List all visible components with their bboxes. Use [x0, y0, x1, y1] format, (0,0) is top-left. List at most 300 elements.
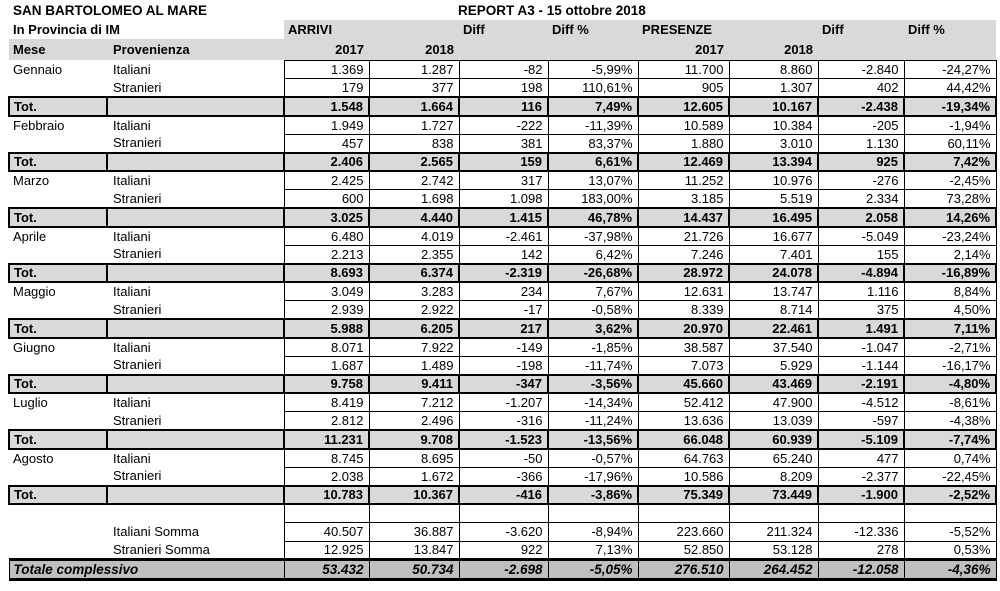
provenance-label-stranieri: Stranieri — [113, 468, 162, 484]
cell-tot-arrivi-2017: 9.758 — [284, 375, 369, 394]
cell-italiani-presenze-2017: 64.763 — [638, 449, 729, 468]
cell-italiani-arrivi-2017: 1.949 — [284, 116, 369, 135]
cell-tot-presenze-diffpct: -7,74% — [904, 430, 996, 449]
cell-italiani-arrivi-2018: 7.922 — [369, 338, 459, 357]
cell-italiani-arrivi-2018: 1.287 — [369, 60, 459, 79]
cell-stranieri-arrivi-diffpct: -0,58% — [548, 301, 638, 320]
cell-tot-arrivi-diffpct: 3,62% — [548, 319, 638, 338]
cell-tot-arrivi-diff: 159 — [459, 153, 548, 172]
header-empty-cell — [459, 39, 548, 60]
cell-tot-arrivi-2017: 11.231 — [284, 430, 369, 449]
tot-label: Tot. — [9, 264, 107, 283]
presenze-group-header: PRESENZE — [638, 20, 818, 39]
provenance-label-stranieri: Stranieri — [113, 135, 162, 151]
cell-stranieri-presenze-2018: 8.209 — [729, 467, 818, 486]
cell-italiani-arrivi-2018: 8.695 — [369, 449, 459, 468]
arrivi-group-header: ARRIVI — [284, 20, 459, 39]
month-label: Gennaio — [13, 61, 63, 77]
cell-stranieri-presenze-diffpct: 2,14% — [904, 245, 996, 264]
cell-totale-presenze-2018: 264.452 — [729, 560, 818, 580]
cell-italiani-arrivi-diffpct: -5,99% — [548, 60, 638, 79]
cell-tot-arrivi-diff: -416 — [459, 486, 548, 505]
cell-stranieri-presenze-diffpct: 44,42% — [904, 79, 996, 98]
cell-italiani-arrivi-diff: -82 — [459, 60, 548, 79]
cell-tot-presenze-diffpct: -4,80% — [904, 375, 996, 394]
cell-stranieri-arrivi-2018: 2.922 — [369, 301, 459, 320]
tot-empty-cell — [107, 208, 284, 227]
cell-tot-arrivi-diff: -2.319 — [459, 264, 548, 283]
cell-stranieri-arrivi-diff: -366 — [459, 467, 548, 486]
cell-italiani-presenze-2018: 13.747 — [729, 282, 818, 301]
cell-italiani-presenze-diff: -205 — [818, 116, 904, 135]
cell-stranieri-somma-arrivi-2018: 13.847 — [369, 541, 459, 560]
cell-stranieri-arrivi-diff: 142 — [459, 245, 548, 264]
cell-stranieri-presenze-diff: 155 — [818, 245, 904, 264]
cell-stranieri-presenze-diffpct: 4,50% — [904, 301, 996, 320]
cell-tot-presenze-2018: 24.078 — [729, 264, 818, 283]
month-label: Agosto — [13, 450, 54, 466]
cell-stranieri-arrivi-diffpct: 183,00% — [548, 190, 638, 209]
provenance-label-stranieri: Stranieri — [113, 79, 162, 95]
cell-stranieri-presenze-diff: 2.334 — [818, 190, 904, 209]
arrivi-diff-header: Diff — [459, 20, 548, 39]
provenance-label-stranieri: Stranieri — [113, 190, 162, 206]
cell-italiani-arrivi-2017: 8.071 — [284, 338, 369, 357]
cell-italiani-presenze-diffpct: -23,24% — [904, 227, 996, 246]
cell-italiani-somma-presenze-diffpct: -5,52% — [904, 523, 996, 542]
cell-tot-presenze-2017: 20.970 — [638, 319, 729, 338]
cell-stranieri-arrivi-diffpct: -17,96% — [548, 467, 638, 486]
cell-italiani-presenze-diff: -2.840 — [818, 60, 904, 79]
tot-label: Tot. — [9, 208, 107, 227]
cell-stranieri-somma-presenze-diffpct: 0,53% — [904, 541, 996, 560]
cell-italiani-arrivi-2018: 7.212 — [369, 393, 459, 412]
cell-tot-presenze-diff: 2.058 — [818, 208, 904, 227]
provenance-label-italiani: Italiani — [113, 228, 151, 244]
cell-stranieri-somma-presenze-2018: 53.128 — [729, 541, 818, 560]
cell-italiani-somma-arrivi-diff: -3.620 — [459, 523, 548, 542]
header-empty-cell — [904, 39, 996, 60]
cell-stranieri-arrivi-2017: 2.939 — [284, 301, 369, 320]
cell-stranieri-presenze-2018: 5.519 — [729, 190, 818, 209]
cell-italiani-arrivi-diffpct: -14,34% — [548, 393, 638, 412]
cell-tot-presenze-diff: 925 — [818, 153, 904, 172]
cell-italiani-arrivi-diffpct: 13,07% — [548, 171, 638, 190]
cell-italiani-presenze-diffpct: -24,27% — [904, 60, 996, 79]
cell-tot-arrivi-2018: 2.565 — [369, 153, 459, 172]
cell-stranieri-somma-arrivi-2017: 12.925 — [284, 541, 369, 560]
report-province-subtitle: In Provincia di IM — [13, 22, 120, 37]
cell-italiani-arrivi-diff: -222 — [459, 116, 548, 135]
report-table — [8, 1, 997, 581]
arrivi-diffpct-header: Diff % — [548, 20, 638, 39]
cell-italiani-presenze-2018: 47.900 — [729, 393, 818, 412]
cell-stranieri-arrivi-diff: -17 — [459, 301, 548, 320]
cell-italiani-presenze-2018: 8.860 — [729, 60, 818, 79]
presenze-diff-header: Diff — [818, 20, 904, 39]
italiani-somma-label: Italiani Somma — [113, 524, 199, 540]
tot-empty-cell — [107, 486, 284, 505]
cell-italiani-somma-presenze-2017: 223.660 — [638, 523, 729, 542]
cell-stranieri-presenze-2018: 8.714 — [729, 301, 818, 320]
empty-value-cell-presenze-diff — [818, 504, 904, 523]
cell-tot-arrivi-2018: 4.440 — [369, 208, 459, 227]
presenze-2018-column-header: 2018 — [729, 39, 818, 60]
cell-italiani-presenze-diff: -4.512 — [818, 393, 904, 412]
provenance-label-italiani: Italiani — [113, 61, 151, 77]
cell-italiani-presenze-2018: 10.384 — [729, 116, 818, 135]
cell-stranieri-arrivi-2018: 2.496 — [369, 412, 459, 431]
cell-italiani-presenze-diff: 477 — [818, 449, 904, 468]
cell-stranieri-presenze-2018: 5.929 — [729, 356, 818, 375]
cell-italiani-presenze-2018: 10.976 — [729, 171, 818, 190]
provenance-label-stranieri: Stranieri — [113, 412, 162, 428]
month-label-empty — [9, 134, 107, 153]
summary-empty-cell — [9, 541, 107, 560]
cell-tot-arrivi-2017: 8.693 — [284, 264, 369, 283]
cell-tot-arrivi-diff: -1.523 — [459, 430, 548, 449]
cell-stranieri-arrivi-diff: 198 — [459, 79, 548, 98]
month-label: Febbraio — [13, 117, 65, 133]
header-empty-cell — [818, 39, 904, 60]
cell-stranieri-arrivi-2017: 600 — [284, 190, 369, 209]
presenze-diffpct-header: Diff % — [904, 20, 996, 39]
cell-tot-arrivi-2017: 2.406 — [284, 153, 369, 172]
cell-totale-arrivi-2018: 50.734 — [369, 560, 459, 580]
header-empty-cell — [548, 39, 638, 60]
cell-stranieri-arrivi-diff: -198 — [459, 356, 548, 375]
month-label-empty — [9, 467, 107, 486]
cell-tot-arrivi-2018: 9.411 — [369, 375, 459, 394]
cell-italiani-presenze-diff: -276 — [818, 171, 904, 190]
cell-stranieri-presenze-diffpct: 60,11% — [904, 134, 996, 153]
cell-tot-presenze-diff: -5.109 — [818, 430, 904, 449]
cell-italiani-somma-arrivi-diffpct: -8,94% — [548, 523, 638, 542]
cell-stranieri-presenze-2018: 3.010 — [729, 134, 818, 153]
cell-tot-presenze-diffpct: -2,52% — [904, 486, 996, 505]
tot-empty-cell — [107, 319, 284, 338]
provenance-label-stranieri: Stranieri — [113, 301, 162, 317]
cell-italiani-presenze-2017: 21.726 — [638, 227, 729, 246]
month-label-empty — [9, 190, 107, 209]
cell-stranieri-arrivi-2018: 377 — [369, 79, 459, 98]
cell-stranieri-presenze-2017: 3.185 — [638, 190, 729, 209]
cell-stranieri-presenze-2017: 7.073 — [638, 356, 729, 375]
cell-tot-presenze-2018: 13.394 — [729, 153, 818, 172]
cell-italiani-presenze-2017: 38.587 — [638, 338, 729, 357]
tot-label: Tot. — [9, 97, 107, 116]
month-label: Luglio — [13, 395, 48, 411]
cell-italiani-arrivi-2018: 2.742 — [369, 171, 459, 190]
cell-stranieri-presenze-2017: 13.636 — [638, 412, 729, 431]
cell-tot-presenze-2018: 10.167 — [729, 97, 818, 116]
cell-stranieri-arrivi-2017: 2.213 — [284, 245, 369, 264]
spacer-cell — [9, 504, 107, 523]
cell-tot-arrivi-diffpct: 6,61% — [548, 153, 638, 172]
cell-stranieri-presenze-diffpct: -22,45% — [904, 467, 996, 486]
cell-italiani-arrivi-2017: 3.049 — [284, 282, 369, 301]
empty-value-cell-presenze-2018 — [729, 504, 818, 523]
summary-empty-cell — [9, 523, 107, 542]
cell-tot-presenze-2017: 28.972 — [638, 264, 729, 283]
cell-tot-presenze-diff: -2.438 — [818, 97, 904, 116]
cell-stranieri-arrivi-diffpct: 110,61% — [548, 79, 638, 98]
cell-tot-presenze-2018: 16.495 — [729, 208, 818, 227]
month-label-empty — [9, 245, 107, 264]
cell-tot-arrivi-2018: 1.664 — [369, 97, 459, 116]
cell-tot-presenze-diffpct: 7,42% — [904, 153, 996, 172]
cell-italiani-presenze-2017: 11.700 — [638, 60, 729, 79]
report-title: REPORT A3 - 15 ottobre 2018 — [458, 3, 646, 18]
cell-stranieri-presenze-diffpct: -4,38% — [904, 412, 996, 431]
cell-stranieri-arrivi-2017: 2.038 — [284, 467, 369, 486]
cell-tot-arrivi-diffpct: -13,56% — [548, 430, 638, 449]
cell-stranieri-presenze-2017: 905 — [638, 79, 729, 98]
cell-tot-presenze-diffpct: -19,34% — [904, 97, 996, 116]
spacer-cell — [107, 504, 284, 523]
cell-italiani-arrivi-diff: -1.207 — [459, 393, 548, 412]
cell-tot-presenze-2017: 45.660 — [638, 375, 729, 394]
cell-tot-arrivi-2017: 1.548 — [284, 97, 369, 116]
provenance-label-stranieri: Stranieri — [113, 357, 162, 373]
cell-tot-arrivi-diffpct: -26,68% — [548, 264, 638, 283]
cell-totale-arrivi-2017: 53.432 — [284, 560, 369, 580]
provenance-label-italiani: Italiani — [113, 117, 151, 133]
tot-empty-cell — [107, 97, 284, 116]
empty-value-cell-presenze-2017 — [638, 504, 729, 523]
cell-tot-arrivi-2017: 3.025 — [284, 208, 369, 227]
provenance-label-italiani: Italiani — [113, 173, 151, 189]
cell-italiani-arrivi-2017: 8.745 — [284, 449, 369, 468]
cell-italiani-arrivi-2017: 6.480 — [284, 227, 369, 246]
cell-stranieri-presenze-diff: 375 — [818, 301, 904, 320]
provenance-label-stranieri: Stranieri — [113, 246, 162, 262]
cell-tot-arrivi-diffpct: -3,56% — [548, 375, 638, 394]
cell-stranieri-presenze-diffpct: -16,17% — [904, 356, 996, 375]
cell-italiani-arrivi-diff: -50 — [459, 449, 548, 468]
cell-italiani-arrivi-diffpct: -37,98% — [548, 227, 638, 246]
cell-italiani-presenze-2018: 37.540 — [729, 338, 818, 357]
cell-tot-presenze-2017: 66.048 — [638, 430, 729, 449]
report-location-title: SAN BARTOLOMEO AL MARE — [13, 3, 208, 18]
cell-stranieri-arrivi-2018: 1.698 — [369, 190, 459, 209]
cell-italiani-arrivi-2018: 3.283 — [369, 282, 459, 301]
cell-stranieri-presenze-2017: 10.586 — [638, 467, 729, 486]
cell-italiani-presenze-2017: 52.412 — [638, 393, 729, 412]
tot-label: Tot. — [9, 153, 107, 172]
presenze-2017-column-header: 2017 — [638, 39, 729, 60]
cell-italiani-arrivi-diff: 234 — [459, 282, 548, 301]
cell-stranieri-arrivi-2018: 1.489 — [369, 356, 459, 375]
report-table-body — [9, 60, 996, 580]
cell-stranieri-arrivi-diffpct: -11,74% — [548, 356, 638, 375]
cell-stranieri-presenze-diff: -597 — [818, 412, 904, 431]
cell-italiani-somma-presenze-2018: 211.324 — [729, 523, 818, 542]
cell-tot-presenze-2017: 12.605 — [638, 97, 729, 116]
cell-stranieri-arrivi-2017: 1.687 — [284, 356, 369, 375]
cell-italiani-arrivi-diff: -2.461 — [459, 227, 548, 246]
cell-stranieri-arrivi-2018: 1.672 — [369, 467, 459, 486]
cell-italiani-presenze-diff: -1.047 — [818, 338, 904, 357]
cell-stranieri-presenze-diff: -1.144 — [818, 356, 904, 375]
cell-stranieri-arrivi-diff: -316 — [459, 412, 548, 431]
cell-tot-arrivi-diff: -347 — [459, 375, 548, 394]
cell-italiani-arrivi-diffpct: -0,57% — [548, 449, 638, 468]
cell-stranieri-somma-presenze-diff: 278 — [818, 541, 904, 560]
month-label-empty — [9, 79, 107, 98]
cell-italiani-presenze-2017: 12.631 — [638, 282, 729, 301]
cell-italiani-arrivi-diffpct: -11,39% — [548, 116, 638, 135]
cell-tot-presenze-diff: -1.900 — [818, 486, 904, 505]
cell-stranieri-somma-arrivi-diff: 922 — [459, 541, 548, 560]
cell-tot-presenze-2017: 14.437 — [638, 208, 729, 227]
month-label-empty — [9, 301, 107, 320]
tot-label: Tot. — [9, 430, 107, 449]
cell-tot-arrivi-diffpct: -3,86% — [548, 486, 638, 505]
cell-italiani-arrivi-diff: -149 — [459, 338, 548, 357]
cell-italiani-presenze-diff: -5.049 — [818, 227, 904, 246]
month-label-empty — [9, 412, 107, 431]
cell-tot-presenze-2017: 75.349 — [638, 486, 729, 505]
tot-label: Tot. — [9, 375, 107, 394]
cell-stranieri-presenze-2017: 8.339 — [638, 301, 729, 320]
cell-italiani-arrivi-diffpct: -1,85% — [548, 338, 638, 357]
provenance-label-italiani: Italiani — [113, 339, 151, 355]
provenienza-column-header: Provenienza — [107, 39, 284, 60]
totale-complessivo-label: Totale complessivo — [9, 560, 284, 580]
cell-italiani-arrivi-diff: 317 — [459, 171, 548, 190]
cell-italiani-presenze-2017: 10.589 — [638, 116, 729, 135]
cell-italiani-presenze-diffpct: -1,94% — [904, 116, 996, 135]
cell-totale-presenze-diff: -12.058 — [818, 560, 904, 580]
cell-tot-arrivi-2018: 9.708 — [369, 430, 459, 449]
cell-stranieri-arrivi-diffpct: 83,37% — [548, 134, 638, 153]
cell-stranieri-presenze-diffpct: 73,28% — [904, 190, 996, 209]
cell-stranieri-arrivi-2017: 2.812 — [284, 412, 369, 431]
cell-italiani-presenze-2018: 65.240 — [729, 449, 818, 468]
cell-italiani-presenze-diffpct: 0,74% — [904, 449, 996, 468]
month-label: Giugno — [13, 339, 55, 355]
cell-stranieri-arrivi-2017: 179 — [284, 79, 369, 98]
cell-tot-presenze-diffpct: -16,89% — [904, 264, 996, 283]
month-label-empty — [9, 356, 107, 375]
cell-italiani-presenze-2018: 16.677 — [729, 227, 818, 246]
report-page — [0, 1, 1000, 591]
cell-italiani-presenze-diffpct: 8,84% — [904, 282, 996, 301]
cell-stranieri-presenze-2017: 1.880 — [638, 134, 729, 153]
month-label: Marzo — [13, 173, 50, 189]
cell-stranieri-arrivi-2018: 2.355 — [369, 245, 459, 264]
provenance-label-italiani: Italiani — [113, 284, 151, 300]
cell-totale-arrivi-diff: -2.698 — [459, 560, 548, 580]
cell-italiani-arrivi-diffpct: 7,67% — [548, 282, 638, 301]
cell-italiani-presenze-diff: 1.116 — [818, 282, 904, 301]
tot-empty-cell — [107, 430, 284, 449]
cell-stranieri-arrivi-diff: 381 — [459, 134, 548, 153]
stranieri-somma-label: Stranieri Somma — [113, 542, 210, 557]
cell-totale-presenze-2017: 276.510 — [638, 560, 729, 580]
cell-stranieri-arrivi-diffpct: -11,24% — [548, 412, 638, 431]
cell-stranieri-presenze-diff: 1.130 — [818, 134, 904, 153]
cell-tot-arrivi-2018: 6.374 — [369, 264, 459, 283]
empty-value-cell-arrivi-2018 — [369, 504, 459, 523]
cell-stranieri-presenze-2018: 1.307 — [729, 79, 818, 98]
provenance-label-italiani: Italiani — [113, 395, 151, 411]
tot-empty-cell — [107, 375, 284, 394]
cell-tot-presenze-2018: 73.449 — [729, 486, 818, 505]
cell-italiani-arrivi-2017: 2.425 — [284, 171, 369, 190]
cell-tot-presenze-diffpct: 14,26% — [904, 208, 996, 227]
cell-tot-presenze-2017: 12.469 — [638, 153, 729, 172]
cell-italiani-arrivi-2017: 8.419 — [284, 393, 369, 412]
cell-italiani-presenze-2017: 11.252 — [638, 171, 729, 190]
cell-italiani-somma-presenze-diff: -12.336 — [818, 523, 904, 542]
month-label: Aprile — [13, 228, 47, 244]
cell-stranieri-presenze-diff: -2.377 — [818, 467, 904, 486]
cell-tot-arrivi-diffpct: 7,49% — [548, 97, 638, 116]
cell-stranieri-arrivi-2017: 457 — [284, 134, 369, 153]
cell-italiani-arrivi-2018: 1.727 — [369, 116, 459, 135]
tot-empty-cell — [107, 264, 284, 283]
cell-stranieri-arrivi-diff: 1.098 — [459, 190, 548, 209]
cell-stranieri-somma-presenze-2017: 52.850 — [638, 541, 729, 560]
cell-tot-arrivi-2018: 10.367 — [369, 486, 459, 505]
cell-stranieri-presenze-diff: 402 — [818, 79, 904, 98]
cell-tot-arrivi-2017: 5.988 — [284, 319, 369, 338]
cell-tot-presenze-2018: 22.461 — [729, 319, 818, 338]
cell-italiani-somma-arrivi-2018: 36.887 — [369, 523, 459, 542]
cell-tot-arrivi-2018: 6.205 — [369, 319, 459, 338]
month-label: Maggio — [13, 284, 56, 300]
cell-tot-arrivi-diff: 116 — [459, 97, 548, 116]
tot-label: Tot. — [9, 319, 107, 338]
cell-totale-arrivi-diffpct: -5,05% — [548, 560, 638, 580]
empty-value-cell-arrivi-diffpct — [548, 504, 638, 523]
cell-italiani-arrivi-2017: 1.369 — [284, 60, 369, 79]
cell-tot-arrivi-diff: 1.415 — [459, 208, 548, 227]
cell-tot-presenze-2018: 43.469 — [729, 375, 818, 394]
cell-stranieri-presenze-2017: 7.246 — [638, 245, 729, 264]
mese-column-header: Mese — [9, 39, 107, 60]
cell-stranieri-arrivi-diffpct: 6,42% — [548, 245, 638, 264]
cell-tot-arrivi-diff: 217 — [459, 319, 548, 338]
tot-empty-cell — [107, 153, 284, 172]
cell-tot-arrivi-diffpct: 46,78% — [548, 208, 638, 227]
tot-label: Tot. — [9, 486, 107, 505]
arrivi-2018-column-header: 2018 — [369, 39, 459, 60]
cell-tot-presenze-diff: 1.491 — [818, 319, 904, 338]
cell-italiani-presenze-diffpct: -8,61% — [904, 393, 996, 412]
arrivi-2017-column-header: 2017 — [284, 39, 369, 60]
cell-italiani-presenze-diffpct: -2,45% — [904, 171, 996, 190]
cell-stranieri-presenze-2018: 13.039 — [729, 412, 818, 431]
empty-value-cell-arrivi-diff — [459, 504, 548, 523]
cell-tot-presenze-2018: 60.939 — [729, 430, 818, 449]
cell-stranieri-arrivi-2018: 838 — [369, 134, 459, 153]
cell-italiani-presenze-diffpct: -2,71% — [904, 338, 996, 357]
cell-italiani-arrivi-2018: 4.019 — [369, 227, 459, 246]
provenance-label-italiani: Italiani — [113, 450, 151, 466]
cell-stranieri-presenze-2018: 7.401 — [729, 245, 818, 264]
cell-tot-presenze-diff: -4.894 — [818, 264, 904, 283]
cell-tot-arrivi-2017: 10.783 — [284, 486, 369, 505]
empty-value-cell-arrivi-2017 — [284, 504, 369, 523]
cell-stranieri-somma-arrivi-diffpct: 7,13% — [548, 541, 638, 560]
cell-italiani-somma-arrivi-2017: 40.507 — [284, 523, 369, 542]
empty-value-cell-presenze-diffpct — [904, 504, 996, 523]
cell-totale-presenze-diffpct: -4,36% — [904, 560, 996, 580]
cell-tot-presenze-diff: -2.191 — [818, 375, 904, 394]
